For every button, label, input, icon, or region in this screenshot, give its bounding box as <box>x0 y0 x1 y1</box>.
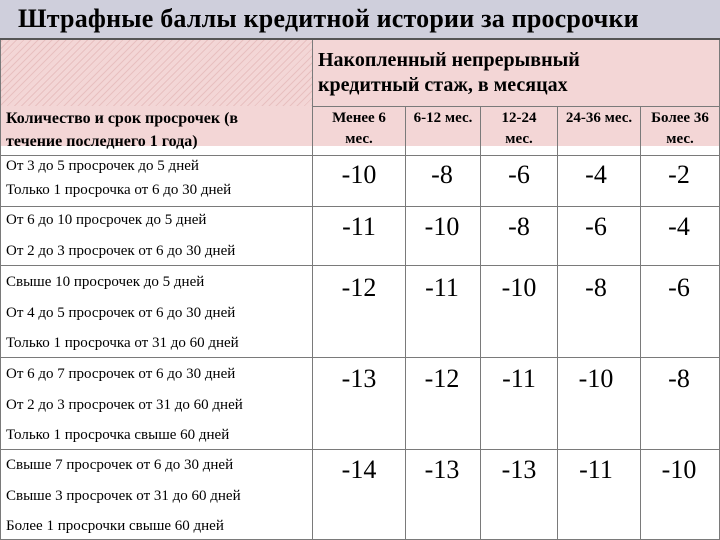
condition-text: От 2 до 3 просрочек от 31 до 60 дней <box>6 397 243 413</box>
score-cell: -10 <box>661 455 697 484</box>
grid-line <box>0 155 720 156</box>
header-stripes <box>0 40 312 106</box>
condition-text: Только 1 просрочка свыше 60 дней <box>6 427 230 443</box>
score-cell: -14 <box>341 455 377 484</box>
score-cell: -6 <box>508 160 530 189</box>
score-cell: -8 <box>585 273 607 302</box>
score-cell: -13 <box>341 364 377 393</box>
score-cell: -11 <box>579 455 613 484</box>
grid-line <box>312 106 720 107</box>
column-header <box>557 108 641 129</box>
score-cell: -10 <box>578 364 614 393</box>
grid-line <box>0 206 720 207</box>
condition-text: Свыше 10 просрочек до 5 дней <box>6 274 205 290</box>
score-cell: -8 <box>668 364 690 393</box>
score-cell: -8 <box>508 212 530 241</box>
grid-line <box>0 357 720 358</box>
column-header-line-1: 24-36 мес. <box>565 110 633 126</box>
condition-text: Более 1 просрочки свыше 60 дней <box>6 518 224 534</box>
condition-text: От 6 до 10 просрочек до 5 дней <box>6 212 207 228</box>
condition-text: Только 1 просрочка от 6 до 30 дней <box>6 182 232 198</box>
condition-text: От 4 до 5 просрочек от 6 до 30 дней <box>6 305 236 321</box>
page-title: Штрафные баллы кредитной истории за просрочки <box>18 4 639 33</box>
score-cell: -8 <box>431 160 453 189</box>
grid-line <box>0 265 720 266</box>
grid-line <box>405 106 406 540</box>
column-header-line-1: 6-12 мес. <box>413 110 473 126</box>
condition-text: Свыше 7 просрочек от 6 до 30 дней <box>6 457 234 473</box>
condition-text: Только 1 просрочка от 31 до 60 дней <box>6 335 239 351</box>
score-cell: -4 <box>668 212 690 241</box>
column-header-line-2: мес. <box>345 131 373 147</box>
score-cell: -6 <box>585 212 607 241</box>
score-cell: -6 <box>668 273 690 302</box>
grid-line <box>0 449 720 450</box>
group-header <box>318 48 580 98</box>
condition-text: От 3 до 5 просрочек до 5 дней <box>6 158 199 174</box>
column-header-line-1: 12-24 <box>501 110 537 126</box>
column-header <box>641 108 719 150</box>
grid-line <box>0 40 1 540</box>
score-cell: -13 <box>424 455 460 484</box>
score-cell: -2 <box>668 160 690 189</box>
column-header-line-2: мес. <box>505 131 533 147</box>
grid-line <box>480 106 481 540</box>
row-header <box>6 107 238 153</box>
score-cell: -10 <box>341 160 377 189</box>
group-header-line-1: Накопленный непрерывный <box>318 49 580 71</box>
condition-text: От 2 до 3 просрочек от 6 до 30 дней <box>6 243 236 259</box>
row-header-line-2: течение последнего 1 года) <box>6 133 198 150</box>
column-header <box>313 108 405 150</box>
score-cell: -4 <box>585 160 607 189</box>
score-cell: -11 <box>502 364 536 393</box>
group-header-line-2: кредитный стаж, в месяцах <box>318 74 568 96</box>
condition-text: От 6 до 7 просрочек от 6 до 30 дней <box>6 366 236 382</box>
column-header-line-1: Более 36 <box>651 110 709 126</box>
row-header-line-1: Количество и срок просрочек (в <box>6 110 239 127</box>
score-cell: -10 <box>501 273 537 302</box>
column-header-line-1: Менее 6 <box>332 110 386 126</box>
score-cell: -13 <box>501 455 537 484</box>
grid-line <box>557 106 558 540</box>
condition-text: Свыше 3 просрочек от 31 до 60 дней <box>6 488 241 504</box>
title-bar <box>0 0 720 40</box>
column-header <box>481 108 557 150</box>
score-cell: -10 <box>424 212 460 241</box>
column-header-line-2: мес. <box>666 131 694 147</box>
column-header <box>406 108 480 129</box>
score-cell: -11 <box>342 212 376 241</box>
score-cell: -12 <box>341 273 377 302</box>
score-cell: -11 <box>425 273 459 302</box>
grid-line <box>640 106 641 540</box>
score-cell: -12 <box>424 364 460 393</box>
